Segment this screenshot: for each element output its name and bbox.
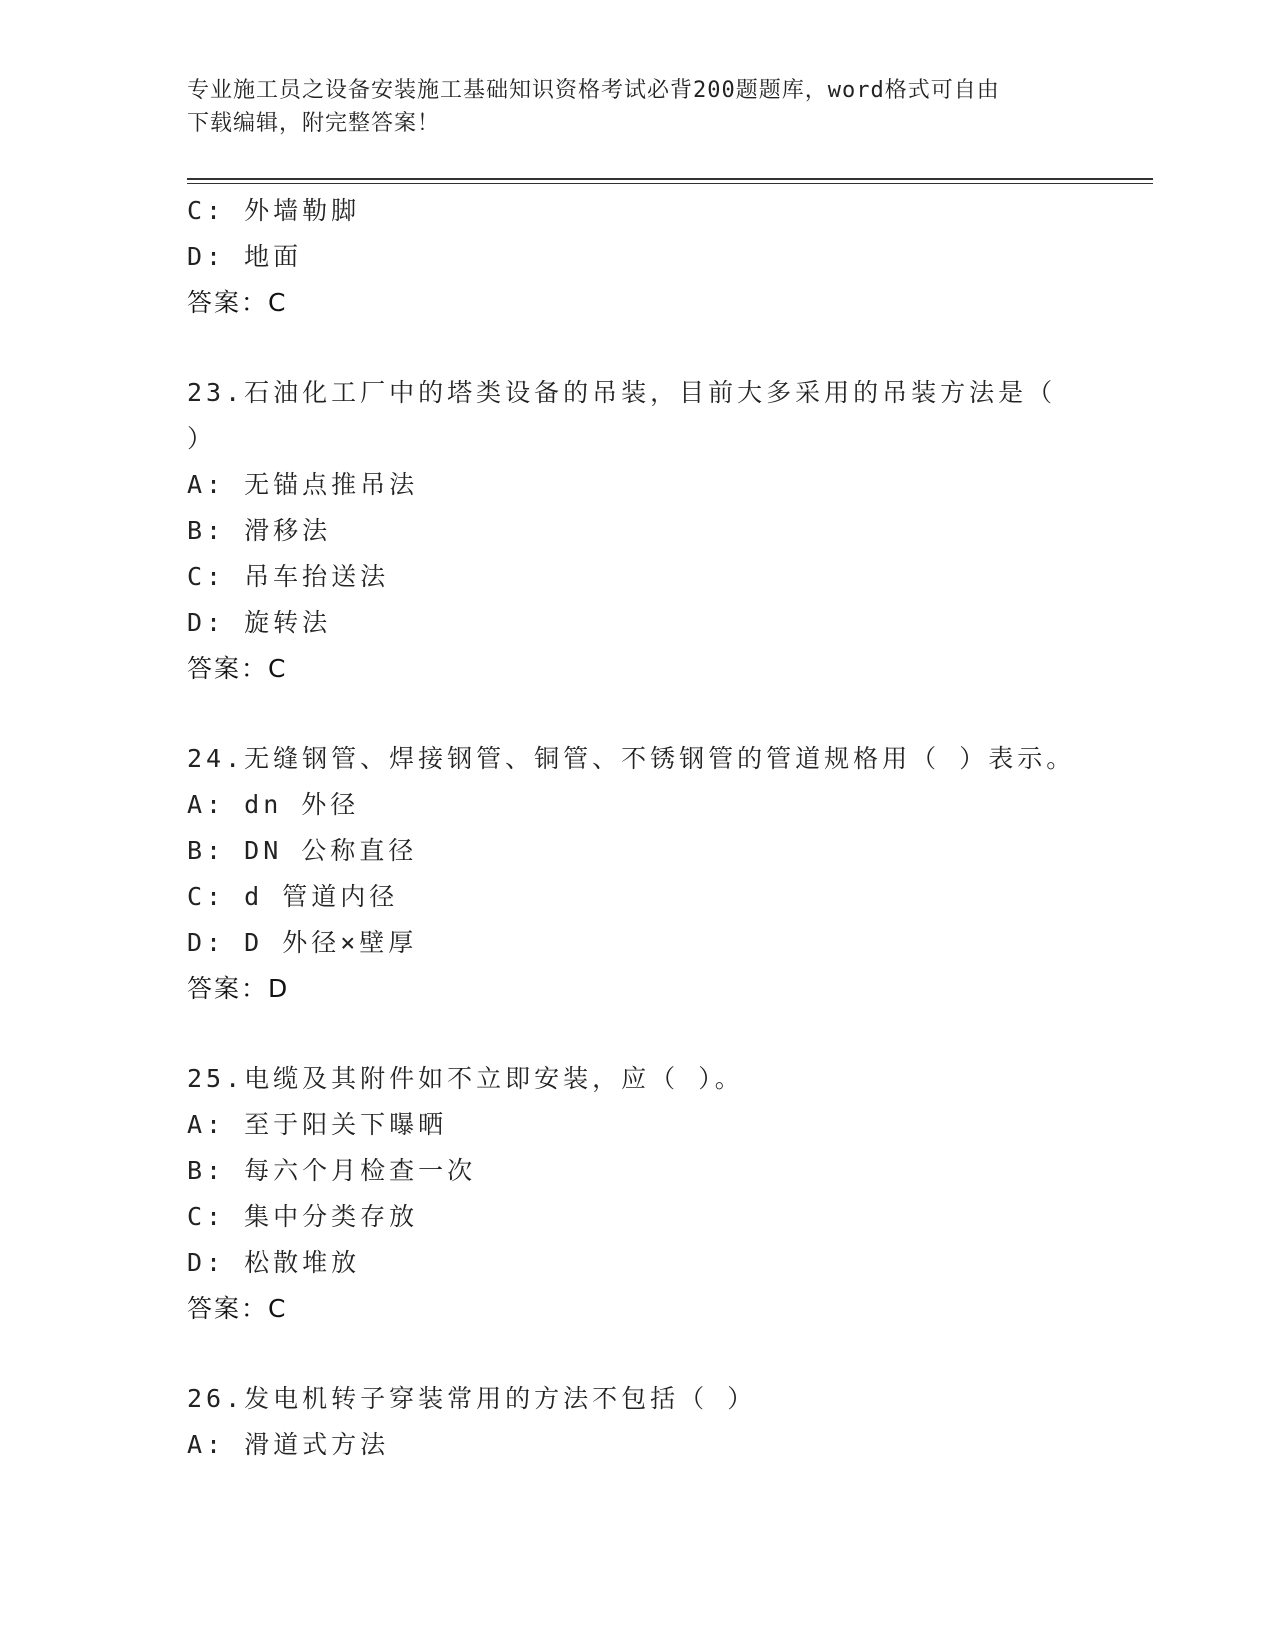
option-a: A: 滑道式方法 xyxy=(187,1430,390,1459)
question-list xyxy=(187,188,1076,1468)
spacer xyxy=(187,326,1067,370)
question-26 xyxy=(187,1376,1067,1468)
spacer xyxy=(187,1332,1067,1376)
answer-label: 答案： xyxy=(187,654,269,683)
option-d: D: D 外径×壁厚 xyxy=(187,928,418,957)
question-25 xyxy=(187,1056,1067,1332)
question-23 xyxy=(187,370,1067,692)
answer-value: C xyxy=(268,1294,287,1323)
header-line-2: 下载编辑，附完整答案！ xyxy=(187,111,441,136)
answer-line xyxy=(187,646,1067,692)
answer-label: 答案： xyxy=(187,288,269,317)
option-a: A: 无锚点推吊法 xyxy=(187,470,419,499)
option-a: A: 至于阳关下曝晒 xyxy=(187,1110,448,1139)
question-stem: 23.石油化工厂中的塔类设备的吊装，目前大多采用的吊装方法是（ xyxy=(187,378,1057,407)
option-c: C: d 管道内径 xyxy=(187,882,399,911)
answer-label: 答案： xyxy=(187,1294,269,1323)
option-d: D: 旋转法 xyxy=(187,608,332,637)
question-24 xyxy=(187,736,1076,1012)
question-stem-continued: ） xyxy=(187,424,217,453)
option-c: C: 吊车抬送法 xyxy=(187,562,390,591)
option-d: D: 地面 xyxy=(187,242,303,271)
answer-line xyxy=(187,280,1067,326)
answer-line xyxy=(187,966,1067,1012)
header-divider-thick xyxy=(187,178,1153,180)
question-stem: 25.电缆及其附件如不立即安装，应（ ）。 xyxy=(187,1064,744,1093)
header-divider-thin xyxy=(187,183,1153,184)
spacer xyxy=(187,692,1067,736)
option-d: D: 松散堆放 xyxy=(187,1248,361,1277)
answer-label: 答案： xyxy=(187,974,269,1003)
option-a: A: dn 外径 xyxy=(187,790,360,819)
option-b: B: 滑移法 xyxy=(187,516,332,545)
question-stem: 26.发电机转子穿装常用的方法不包括（ ） xyxy=(187,1384,757,1413)
header-line-1: 专业施工员之设备安装施工基础知识资格考试必背200题题库，word格式可自由 xyxy=(187,78,1000,103)
answer-value: D xyxy=(268,974,289,1003)
answer-value: C xyxy=(268,654,287,683)
option-b: B: DN 公称直径 xyxy=(187,836,418,865)
spacer xyxy=(187,1012,1067,1056)
answer-line xyxy=(187,1286,1067,1332)
question-22-continued xyxy=(187,188,1067,326)
option-c: C: 外墙勒脚 xyxy=(187,196,361,225)
answer-value: C xyxy=(268,288,287,317)
option-c: C: 集中分类存放 xyxy=(187,1202,419,1231)
option-b: B: 每六个月检查一次 xyxy=(187,1156,477,1185)
document-header xyxy=(187,74,1087,140)
question-stem: 24.无缝钢管、焊接钢管、铜管、不锈钢管的管道规格用（ ）表示。 xyxy=(187,744,1076,773)
